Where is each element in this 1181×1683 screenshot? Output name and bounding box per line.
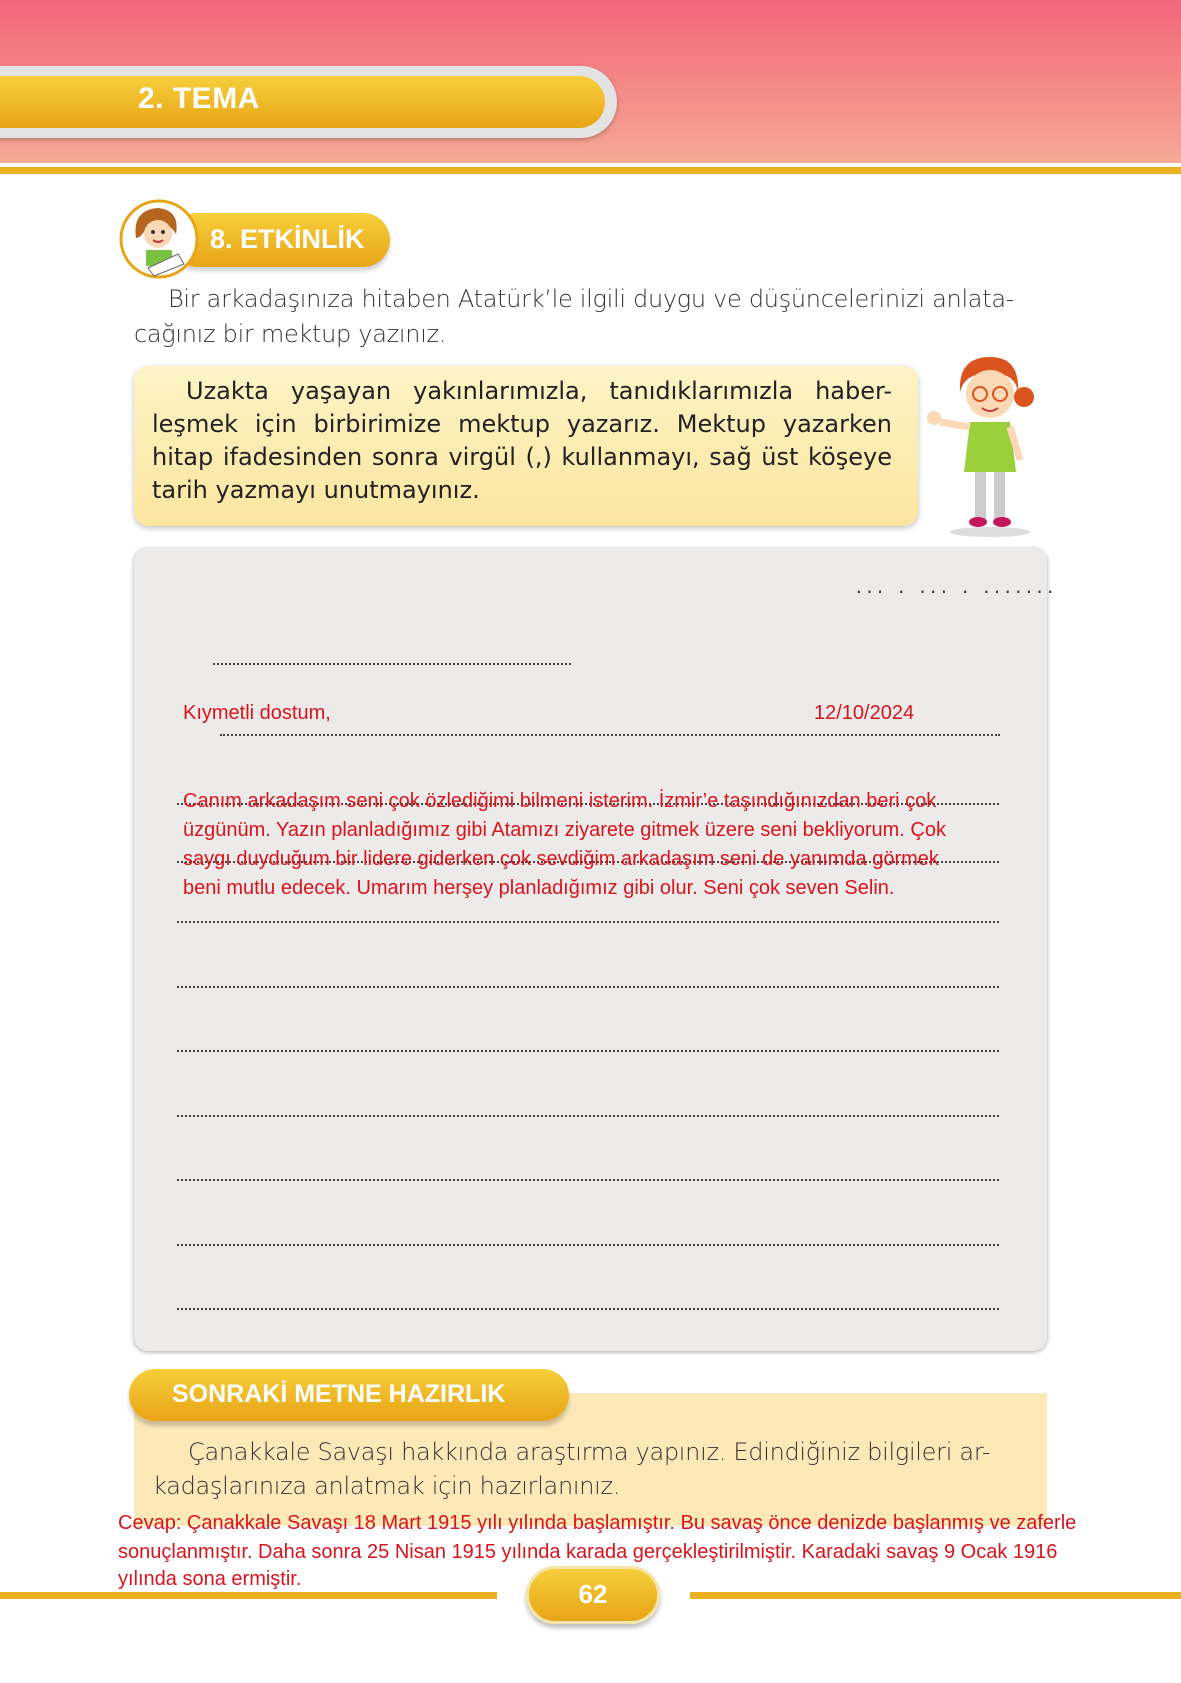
letter-writing-area[interactable] <box>134 548 1047 1351</box>
letter-date: 12/10/2024 <box>814 702 915 724</box>
salutation-line[interactable] <box>213 663 571 665</box>
writing-line[interactable] <box>177 1244 999 1246</box>
activity-label: 8. ETKİNLİK <box>210 224 365 254</box>
theme-banner-fill <box>0 76 605 128</box>
letter-body-line: saygı duyduğum bir lidere giderken çok sevdiğim arkadaşım seni de yanımda görmek <box>183 848 939 870</box>
letter-body-line: Canım arkadaşım seni çok özlediğimi bilmeni isterim. İzmir’e taşındığınızdan beri çok <box>183 790 937 812</box>
writing-line[interactable] <box>177 1179 999 1181</box>
answer-line: yılında sona ermiştir. <box>118 1568 302 1590</box>
date-placeholder: ... . ... . ....... <box>854 578 1057 597</box>
theme-label: 2. TEMA <box>138 82 260 115</box>
answer-line: Cevap: Çanakkale Savaşı 18 Mart 1915 yılı yılında başlamıştır. Bu savaş önce denizde başlanmış ve zaferle <box>118 1512 1077 1534</box>
writing-line[interactable] <box>220 734 1000 736</box>
callout-line: leşmek için birbirimize mektup yazarız. Mektup yazarken <box>152 410 892 438</box>
footer-divider <box>0 1592 497 1599</box>
writing-line[interactable] <box>177 1050 999 1052</box>
next-text-line: Çanakkale Savaşı hakkında araştırma yapınız. Edindiğiniz bilgileri ar- <box>188 1438 991 1466</box>
footer-divider <box>690 1592 1181 1599</box>
writing-girl-icon <box>118 198 200 280</box>
writing-line[interactable] <box>177 1308 999 1310</box>
letter-body-line: üzgünüm. Yazın planladığımız gibi Atamızı ziyarete gitmek üzere seni bekliyorum. Çok <box>183 819 946 841</box>
letter-body-line: beni mutlu edecek. Umarım herşey planladığımız gibi olur. Seni çok seven Selin. <box>183 877 895 899</box>
answer-line: sonuçlanmıştır. Daha sonra 25 Nisan 1915 yılında karada gerçekleştirilmiştir. Karadaki savaş 9 Ocak 1916 <box>118 1541 1058 1563</box>
next-text-label: SONRAKİ METNE HAZIRLIK <box>172 1380 506 1408</box>
callout-line: Uzakta yaşayan yakınlarımızla, tanıdıklarımızla haber- <box>186 377 892 405</box>
divider <box>0 167 1181 174</box>
writing-line[interactable] <box>177 986 999 988</box>
letter-salutation: Kıymetli dostum, <box>183 702 331 724</box>
instruction-line: cağınız bir mektup yazınız. <box>134 320 447 348</box>
page-number: 62 <box>578 1579 608 1609</box>
callout-line: hitap ifadesinden sonra virgül (,) kullanmayı, sağ üst köşeye <box>152 443 892 471</box>
writing-line[interactable] <box>177 921 999 923</box>
girl-character-icon <box>920 352 1045 540</box>
writing-line[interactable] <box>177 1115 999 1117</box>
instruction-line: Bir arkadaşınıza hitaben Atatürk’le ilgili duygu ve düşüncelerinizi anlata- <box>168 285 1015 313</box>
next-text-line: kadaşlarınıza anlatmak için hazırlanınız. <box>153 1472 621 1500</box>
callout-line: tarih yazmayı unutmayınız. <box>152 476 480 504</box>
